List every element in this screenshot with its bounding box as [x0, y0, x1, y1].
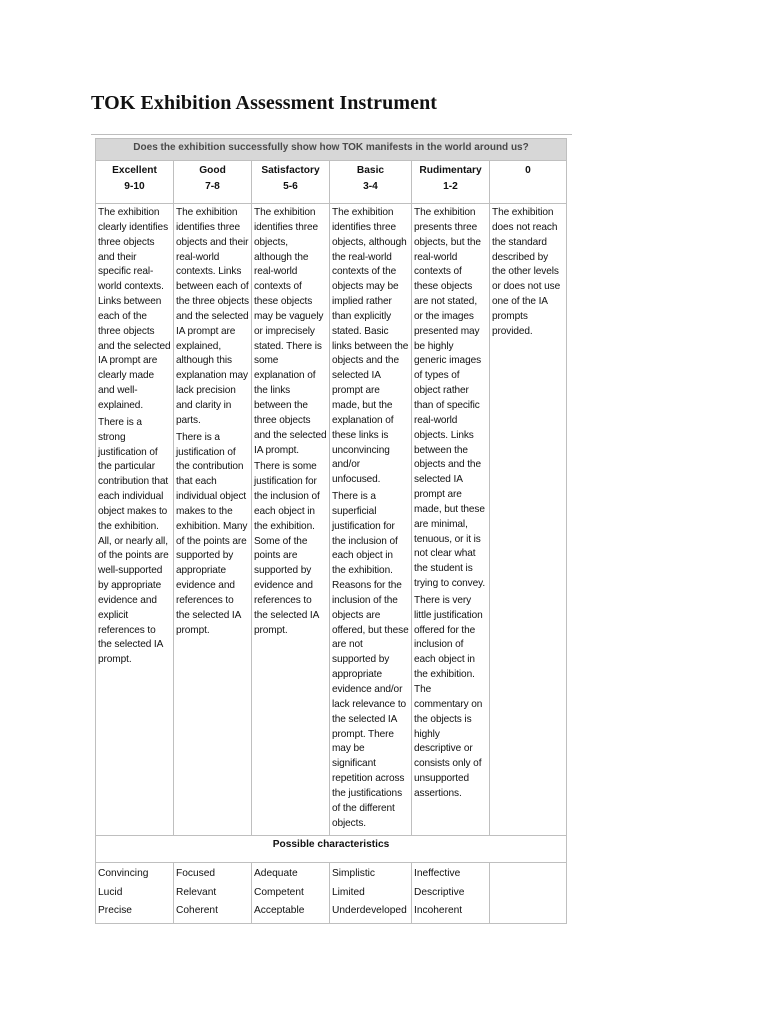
characteristic-word: Limited [332, 886, 365, 898]
descriptor-paragraph: There is a strong justification of the particular contribution that each individual object makes to the exhibition. All, or nearly all, of the points are well-supported by appropriate evidence and explicit references to the selected IA prompt. [98, 416, 169, 666]
question-row [96, 139, 567, 161]
level-range: 7-8 [205, 181, 220, 192]
characteristics-good [174, 863, 252, 924]
level-name: Excellent [112, 165, 157, 176]
characteristic-word: Incoherent [414, 905, 463, 917]
characteristics-zero [490, 863, 567, 924]
level-header-zero [490, 161, 567, 204]
descriptor-excellent [96, 204, 174, 836]
level-name: Good [199, 165, 226, 176]
descriptor-paragraph: There is a superficial justification for the inclusion of each object in the exhibition. Reasons for the inclusion of the objects are offered, but these are not supported by appropriate evidence and/or lack relevance to the selected IA prompt. There may be significant repetition across the justifications of the different objects. [332, 491, 409, 829]
characteristic-word: Descriptive [414, 886, 465, 898]
characteristics-heading: Possible characteristics [96, 836, 567, 863]
descriptor-paragraph: The exhibition does not reach the standard described by the other levels or does not use one of the IA prompts provided. [492, 207, 561, 337]
level-range: 0 [525, 165, 531, 176]
document-title: TOK Exhibition Assessment Instrument [91, 92, 438, 114]
descriptor-rudimentary [412, 204, 490, 836]
level-header-satisfactory [252, 161, 330, 204]
level-header-rudimentary [412, 161, 490, 204]
descriptor-satisfactory [252, 204, 330, 836]
characteristic-word: Focused [176, 868, 216, 880]
level-header-basic [330, 161, 412, 204]
characteristics-excellent [96, 863, 174, 924]
characteristic-word: Lucid [98, 886, 123, 898]
level-range: 1-2 [443, 181, 458, 192]
level-name: Satisfactory [261, 165, 320, 176]
level-header-row [96, 161, 567, 204]
characteristic-word: Competent [254, 886, 304, 898]
level-range: 9-10 [124, 181, 145, 192]
descriptor-paragraph: The exhibition identifies three objects and their real-world contexts. Links between each of the three objects and the selected IA prompt are explained, although this explanation may lack precision and clarity in parts. [176, 207, 249, 426]
characteristics-rudimentary [412, 863, 490, 924]
characteristics-header-row [96, 836, 567, 863]
characteristic-word: Relevant [176, 886, 217, 898]
characteristic-word: Acceptable [254, 905, 305, 917]
characteristic-word: Ineffective [414, 868, 461, 880]
rubric-question: Does the exhibition successfully show how TOK manifests in the world around us? [96, 139, 567, 161]
title-divider [91, 134, 572, 135]
characteristic-word: Simplistic [332, 868, 376, 880]
descriptor-paragraph: The exhibition identifies three objects, although the real-world contexts of the objects may be implied rather than explicitly stated. Basic links between the objects and the selected IA prompt are made, but the explanation of these links is unconvincing and/or unfocused. [332, 207, 409, 486]
characteristic-word: Underdeveloped [332, 905, 407, 917]
level-header-good [174, 161, 252, 204]
characteristic-word: Coherent [176, 905, 218, 917]
descriptor-paragraph: There is a justification of the contribution that each individual object makes to the exhibition. Many of the points are supported by appropriate evidence and references to the selected IA prompt. [176, 431, 248, 636]
characteristics-satisfactory [252, 863, 330, 924]
characteristic-word: Convincing [98, 868, 149, 880]
descriptor-paragraph: The exhibition presents three objects, but the real-world contexts of these objects are not stated, or the images presented may be highly generic images of types of object rather than of specific real-world objects. Links between the objects and the selected IA prompt are made, but these are minimal, tenuous, or it is not clear what the student is trying to convey. [414, 207, 486, 590]
characteristics-row [96, 863, 567, 924]
level-range: 3-4 [363, 181, 378, 192]
descriptor-paragraph: The exhibition identifies three objects, although the real-world contexts of these objects may be vaguely or imprecisely stated. There is some explanation of the links between the three objects and the selected IA prompt. [254, 207, 327, 456]
descriptor-good [174, 204, 252, 836]
descriptor-basic [330, 204, 412, 836]
descriptor-paragraph: There is some justification for the inclusion of each object in the exhibition. Some of the points are supported by evidence and references to the selected IA prompt. [254, 461, 320, 636]
level-name: Rudimentary [419, 165, 482, 176]
descriptor-row [96, 204, 567, 836]
characteristic-word: Adequate [254, 868, 298, 880]
level-header-excellent [96, 161, 174, 204]
descriptor-paragraph: There is very little justification offered for the inclusion of each object in the exhibition. The commentary on the objects is highly descriptive or consists only of unsupported assertions. [414, 594, 483, 799]
characteristic-word: Precise [98, 905, 132, 917]
level-range: 5-6 [283, 181, 298, 192]
characteristics-basic [330, 863, 412, 924]
level-name: Basic [356, 165, 385, 176]
descriptor-zero [490, 204, 567, 836]
descriptor-paragraph: The exhibition clearly identifies three objects and their specific real-world contexts. Links between each of the three objects and the selected IA prompt are clearly made and well-explained. [98, 207, 171, 411]
assessment-rubric-table [95, 138, 567, 924]
